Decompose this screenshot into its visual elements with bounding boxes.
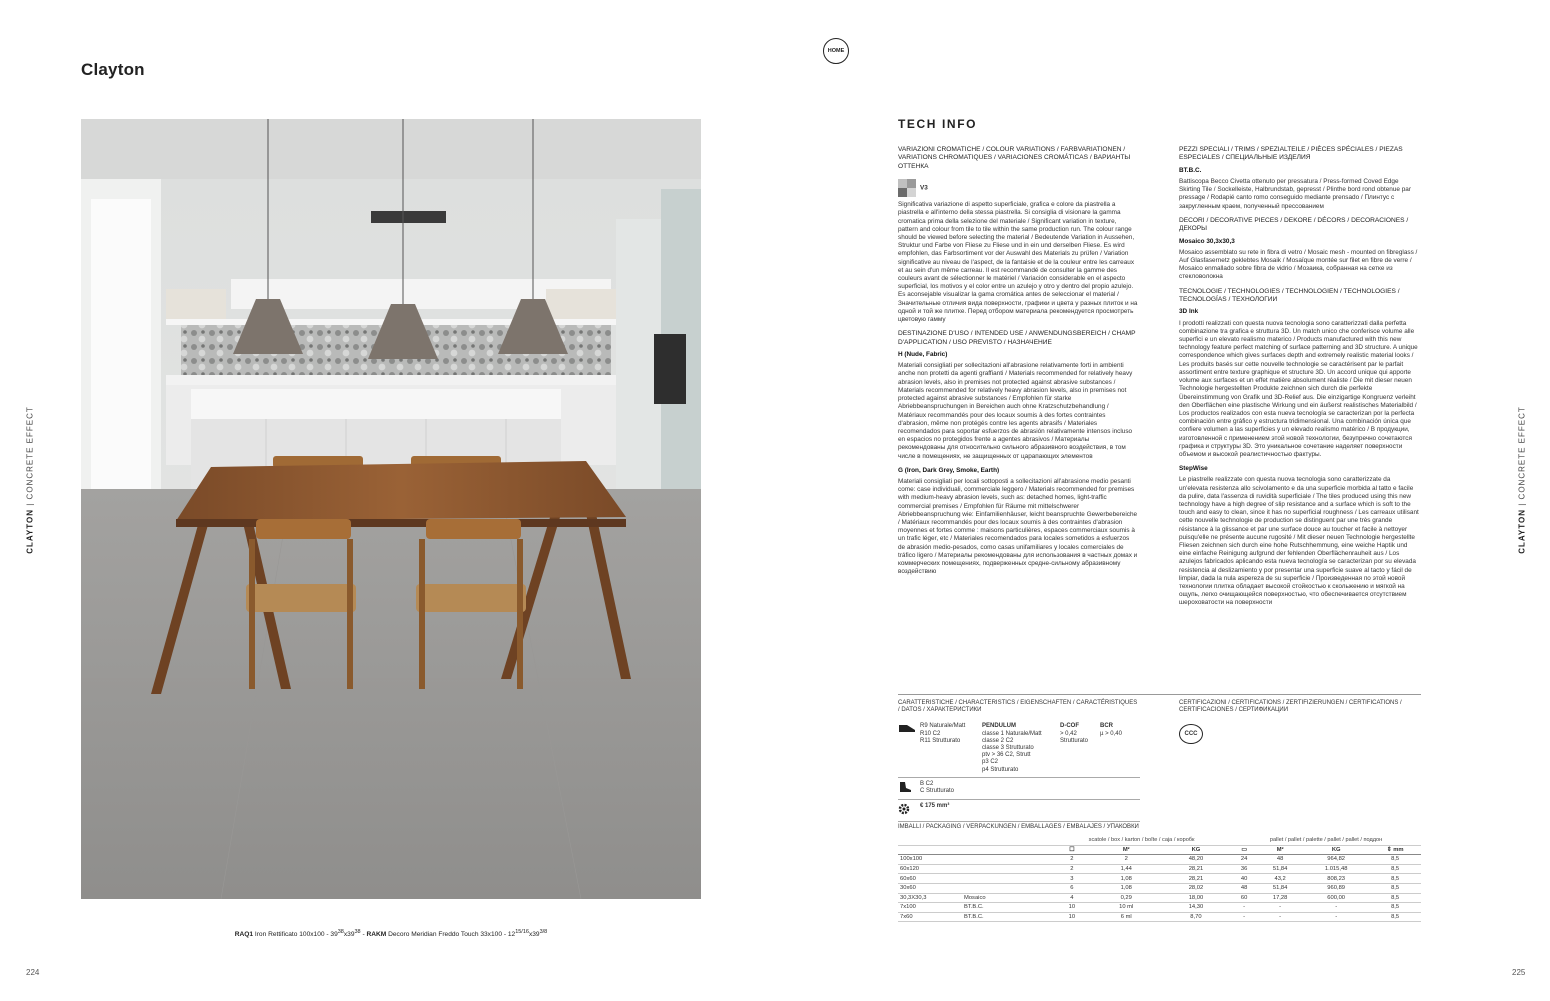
table-cell: 6	[1052, 883, 1092, 893]
trims-heading: PEZZI SPECIALI / TRIMS / SPEZIALTEILE / PIÈCES SPÉCIALES / PIEZAS ESPECIALES / СПЕЦИАЛЬНЫЕ ИЗДЕЛИЯ	[1179, 146, 1403, 162]
table-cell: 8,5	[1369, 893, 1421, 903]
r-values: R9 Naturale/Matt R10 C2 R11 Strutturato	[920, 723, 966, 744]
variations-heading: VARIAZIONI CROMATICHE / COLOUR VARIATIONS / FARBVARIATIONEN / VARIATIONS CHROMATIQUES / VARIACIONES CROMÁTICAS / ВАРИАНТЫ ОТТЕНКА	[898, 146, 1131, 170]
table-cell: 8,70	[1161, 912, 1231, 922]
variation-swatch-icon	[898, 179, 916, 197]
table-cell: 48,20	[1161, 855, 1231, 865]
tech-column-left	[898, 146, 1138, 582]
table-cell: BT.B.C.	[962, 912, 1052, 922]
table-cell: 808,23	[1303, 874, 1369, 884]
characteristics-heading: CARATTERISTICHE / CHARACTERISTICS / EIGENSCHAFTEN / CARACTÉRISTIQUES / DATOS / ХАРАКТЕРИСТИКИ	[898, 700, 1138, 714]
table-cell: 28,02	[1161, 883, 1231, 893]
thickness-icon: ⇕	[1386, 846, 1392, 853]
table-cell: 28,21	[1161, 864, 1231, 874]
tech-info-heading: TECH INFO	[898, 117, 978, 131]
home-button[interactable]: HOME	[823, 38, 849, 64]
table-cell: 48	[1231, 883, 1257, 893]
table-cell: 6 ml	[1092, 912, 1161, 922]
table-cell: 8,5	[1369, 864, 1421, 874]
use-g-text: Materiali consigliati per locali sottoposti a sollecitazioni all'abrasione medio pesanti come: case individuali, commerciale leggero / Materials recommended for premises with medium-heavy abrasion levels, such as: detached homes, light-traffic commercial premises / Empfohlen für Räume mit mittelschwerer Abriebbeanspruchung wie: Einfamilienhäuser, leicht beanspruchte Gewerbebereiche / Matériaux recommandés pour des locaux soumis à des contraintes d'abrasion moyennes et fortes comme : maisons particulières, espaces commerciaux soumis à un trafic léger, etc / Materiales recomendados para locales sometidos a esfuerzos de abrasión medio-pesados, como casas unifamiliares y locales comerciales de tráfico ligero / Материалы рекомендованы для использования в частных домах и коммерческих помещениях, подверженных средне-сильному абразивному воздействию	[898, 477, 1138, 576]
boot-icon	[898, 781, 920, 796]
certifications-heading: CERTIFICAZIONI / CERTIFICATIONS / ZERTIFIZIERUNGEN / CERTIFICATIONS / CERTIFICACIONES / СЕРТИФИКАЦИИ	[1179, 700, 1402, 714]
table-cell: 28,21	[1161, 874, 1231, 884]
table-cell: 10 ml	[1092, 903, 1161, 913]
side-label-left: CLAYTON | CONCRETE EFFECT	[25, 406, 35, 554]
table-cell: 10	[1052, 912, 1092, 922]
table-cell: -	[1231, 912, 1257, 922]
characteristics-row: € 175 mm³	[898, 800, 1140, 822]
table-cell: 8,5	[1369, 855, 1421, 865]
table-cell: 960,89	[1303, 883, 1369, 893]
characteristics-row: B C2 C Strutturato	[898, 778, 1140, 800]
variation-text: Significativa variazione di aspetto superficiale, grafica e colore da piastrella a piastrella e all'interno della stessa piastrella. Si consiglia di visionare la gamma cromatica prima della selezione del materiale / Significant variation in texture, pattern and colour from tile to tile within the same production run. The colour range should be viewed before selecting the material / Bedeutende Variation in Aussehen, Struktur und Farbe von Fliese zu Fliese und in ein und derselben Fliese. Es wird empfohlen, das Farbsortiment vor der Auswahl des Materials zu prüfen / Variation significative au niveau de l'aspect, de la fantaisie et de la couleur entre les carreaux et au sein d'un même carreau. Il est recommandé de consulter la gamme des couleurs avant de sélectionner le matériel / Variación considerable en el aspecto superficial, los motivos y el color entre un azulejo y otro y dentro del propio azulejo. Es aconsejable visualizar la gama cromática antes de seleccionar el material / Значительные отличия вида поверхности, графики и цвета у разных плиток и на одной и той же плитке. Перед отбором материала рекомендуется просмотреть цветовую гамму	[898, 201, 1138, 324]
use-h-text: Materiali consigliati per sollecitazioni all'abrasione relativamente forti in ambienti anche non protetti da agenti graffianti / Materials recommended for relatively heavy abrasion levels, also in premises not protected against abrasive substances / Materials recommended for relatively heavy abrasion levels, also in premises not protected against abrasive substances / Empfohlen für starke Abriebbeanspruchungen in Bereichen auch ohne Kratzschutzbehandlung / Matériaux recommandés pour des locaux soumis à des fortes contraintes d'abrasion, même non protégés contre les agents abrasifs / Materiales recomendados para soportar esfuerzos de abrasión relativamente intensos incluso en espacios no protegidos frente a agentes abrasivos / Материалы рекомендованы для относительно сильного абразивного воздействия, в том числе в помещениях, не защищенных от царапающих элементов	[898, 362, 1133, 460]
table-cell: 51,84	[1257, 864, 1303, 874]
decor-text: Mosaico assemblato su rete in fibra di vetro / Mosaic mesh - mounted on fibreglass / Auf Glasfasernetz geklebtes Mosaik / Mosaïque montée sur filet en fibre de verre / Mosaico enmallado sobre fibra de vidrio / Мозаика, собранная на сетке из стекловолокна	[1179, 248, 1418, 281]
decor-heading: DECORI / DECORATIVE PIECES / DEKORE / DÉCORS / DECORACIONES / ДЕКОРЫ	[1179, 216, 1409, 233]
table-cell: 2	[1092, 855, 1161, 865]
shoe-icon	[898, 723, 920, 773]
variation-code: V3	[920, 184, 928, 192]
table-cell: 1,44	[1092, 864, 1161, 874]
table-cell: 8,5	[1369, 912, 1421, 922]
page-title: Clayton	[81, 60, 145, 79]
table-cell: 600,00	[1303, 893, 1369, 903]
photo-caption: RAQ1 Iron Rettificato $100x100 - 39^{38}x39^{38}$ - RAKM Decoro Meridian Freddo Touch $33x100 - 12^{15/16}x39^{3/8}$	[234, 929, 548, 939]
table-cell	[962, 874, 1052, 884]
kitchen-photo	[81, 119, 701, 899]
table-cell: 24	[1231, 855, 1257, 865]
table-cell: 43,2	[1257, 874, 1303, 884]
table-cell: 40	[1231, 874, 1257, 884]
table-cell: 1,08	[1092, 874, 1161, 884]
table-cell: 0,29	[1092, 893, 1161, 903]
divider	[898, 694, 1421, 695]
use-heading: DESTINAZIONE D'USO / INTENDED USE / ANWENDUNGSBEREICH / CHAMP D'APPLICATION / USO PREVISTO / НАЗНАЧЕНИЕ	[898, 330, 1136, 346]
ccc-logo-icon: CCC	[1179, 724, 1203, 744]
table-row	[898, 893, 1421, 903]
use-h-title: H (Nude, Fabric)	[898, 351, 948, 359]
table-cell: 60x120	[898, 864, 962, 874]
table-cell	[962, 864, 1052, 874]
table-row	[898, 864, 1421, 874]
table-cell: 60x60	[898, 874, 962, 884]
table-cell: 30x60	[898, 883, 962, 893]
ink-text: I prodotti realizzati con questa nuova tecnologia sono caratterizzati dalla perfetta combinazione tra grafica e struttura 3D. Un match unico che conferisce volume alle superfici e un elevato realismo materico / Products manufactured with this new technology feature perfect matching of surface patterning and 3D structure. A unique correspondence which gives surfaces depth and extremely realistic material looks / Les produits basés sur cette nouvelle technologie se caractérisent par le parfait assortiment entre texture graphique et structure 3D. Un accord unique qui apporte volume aux surfaces et un effet matière absolument réaliste / Die mit dieser neuen Technologie hergestellten Produkte zeichnen sich durch die perfekte Übereinstimmung von Grafik und 3D-Relief aus. Die einzigartige Kongruenz verleiht den Oberflächen eine plastische Wirkung und ein äußerst realistisches Materialbild / Los productos realizados con esta nueva tecnología se caracterizan por la perfecta combinación entre gráfico y estructura tridimensional. Una combinación única que confiere volumen a las superficies y un elevado realismo matérico / В продукции, изготовленной с применением этой новой технологии, безупречно сочетаются графика и структуры 3D. Это уникальное сочетание наделяет поверхности объемом и высокой реалистичностью фактуры.	[1179, 319, 1418, 458]
table-cell: 3	[1052, 874, 1092, 884]
certifications-block	[1179, 700, 1421, 744]
gear-icon	[898, 803, 920, 818]
technologies-heading: TECNOLOGIE / TECHNOLOGIES / TECHNOLOGIEN / TECHNOLOGIES / TECNOLOGÍAS / ТЕХНОЛОГИИ	[1179, 287, 1400, 304]
table-cell: 1.015,48	[1303, 864, 1369, 874]
table-cell: 2	[1052, 855, 1092, 865]
trims-title: BT.B.C.	[1179, 166, 1202, 174]
trims-text: Battiscopa Becco Civetta ottenuto per pressatura / Press-formed Coved Edge Skirting Tile / Sockelleiste, Halbrundstab, gepresst / Plinthe bord rond obtenue par pressage / Rodapié canto romo conseguido mediante prensado / Плинтус с закругленным краем, полученный прессованием	[1179, 178, 1411, 210]
table-cell: -	[1303, 912, 1369, 922]
packaging-heading: IMBALLI / PACKAGING / VERPACKUNGEN / EMBALLAGES / EMBALAJES / УПАКОВКИ	[898, 824, 1139, 830]
table-cell: 2	[1052, 864, 1092, 874]
table-cell: 7x100	[898, 903, 962, 913]
box-icon: ☐	[1052, 845, 1092, 855]
table-cell	[962, 883, 1052, 893]
ink-title: 3D Ink	[1179, 308, 1199, 316]
table-cell: -	[1257, 903, 1303, 913]
table-cell: -	[1303, 903, 1369, 913]
table-cell: 36	[1231, 864, 1257, 874]
table-cell: 14,30	[1161, 903, 1231, 913]
characteristics-row	[898, 720, 1140, 777]
table-cell: 100x100	[898, 855, 962, 865]
bcr-values: BCR µ > 0,40	[1100, 723, 1122, 737]
page-number-right: 225	[1512, 968, 1526, 977]
pallet-group-label: pallet / pallet / palette / pallet / pallet / поддон	[1231, 836, 1421, 845]
table-cell: 7x60	[898, 912, 962, 922]
table-cell: 8,5	[1369, 874, 1421, 884]
page-number-left: 224	[26, 968, 40, 977]
stepwise-title: StepWise	[1179, 465, 1208, 473]
table-cell: 60	[1231, 893, 1257, 903]
table-cell: 964,82	[1303, 855, 1369, 865]
table-cell: 17,28	[1257, 893, 1303, 903]
table-cell: 8,5	[1369, 883, 1421, 893]
packaging-table: scatole / box / karton / boîte / caja / коробк pallet / pallet / palette / pallet / pallet / поддон ☐ M² KG ▭ M² KG ⇕ mm 100x100 2 2 48,20 24 48 964,82 8,5 60x120 2 1,44 28,21 36 51,84 1.015,48 8,5 60x60 3 1,08 28,21 40 43,2 808,23 8,5 30x60 6 1,08 28,02 48 51,84 960,89 8,5 30,3X30,3 Mosaico 4 0,29 18,00 60 17,28 600,00 8,5 7x100 BT.B.C. 10 10 ml 14,30 - - - 8,5 7x60 BT.B.C. 10 6 ml 8,70 - - - 8,5	[898, 836, 1421, 922]
table-cell: 48	[1257, 855, 1303, 865]
side-label-right: CLAYTON | CONCRETE EFFECT	[1517, 406, 1527, 554]
stepwise-text: Le piastrelle realizzate con questa nuova tecnologia sono caratterizzate da un'elevata resistenza allo scivolamento e da una superficie morbida al tatto e facile da pulire, data l'assenza di ruvidità superficiale / The tiles produced using this new technology have a high degree of slip resistance and a surface which is soft to the touch and easy to clean, since it has no superficial roughness / Les carreaux utilisant cette nouvelle technologie de production se distinguent par une très grande résistance à la glissance et par une surface douce au toucher et facile à nettoyer puisqu'elle ne présente aucune rugosité / Mit dieser neuen Technologie hergestellte Fliesen zeichnen sich durch eine hohe Rutschhemmung, eine weiche Haptik und eine einfache Reinigung aufgrund der fehlenden Oberflächenrauheit aus / Los azulejos fabricados aplicando esta nueva tecnología se caracterizan por su elevada resistencia al deslizamiento y por presentar una superficie suave al tacto y fácil de limpiar, dada la nula aspereza de su superficie / Произведенная по этой новой технологии плитка обладает высокой стойкостью к скольжению и мягкой на ощупь, легко очищающейся поверхностью, что обеспечивается отсутствием шероховатости на поверхности	[1179, 476, 1419, 607]
table-cell: 30,3X30,3	[898, 893, 962, 903]
use-g-title: G (Iron, Dark Grey, Smoke, Earth)	[898, 466, 1000, 474]
pendulum-values: PENDULUM classe 1 Naturale/Matt classe 2 C2 classe 3 Strutturato ptv > 36 C2, Strutt p3 C2 p4 Strutturato	[982, 723, 1042, 773]
characteristics-block	[898, 700, 1140, 822]
packaging-block	[898, 824, 1421, 922]
table-cell: 8,5	[1369, 903, 1421, 913]
table-cell: 18,00	[1161, 893, 1231, 903]
table-cell	[962, 855, 1052, 865]
table-cell: -	[1231, 903, 1257, 913]
table-cell: 4	[1052, 893, 1092, 903]
table-cell: 10	[1052, 903, 1092, 913]
table-cell: 51,84	[1257, 883, 1303, 893]
table-row	[898, 883, 1421, 893]
dcof-values: D-COF > 0,42 Strutturato	[1060, 723, 1089, 744]
table-cell: BT.B.C.	[962, 903, 1052, 913]
table-cell: 1,08	[1092, 883, 1161, 893]
table-cell: Mosaico	[962, 893, 1052, 903]
table-row	[898, 855, 1421, 865]
table-row	[898, 903, 1421, 913]
decor-title: Mosaico 30,3x30,3	[1179, 237, 1235, 245]
tech-column-right	[1179, 146, 1419, 614]
pallet-icon: ▭	[1231, 845, 1257, 855]
table-row	[898, 874, 1421, 884]
box-group-label: scatole / box / karton / boîte / caja / коробк	[1052, 836, 1231, 845]
table-cell: -	[1257, 912, 1303, 922]
table-row	[898, 912, 1421, 922]
